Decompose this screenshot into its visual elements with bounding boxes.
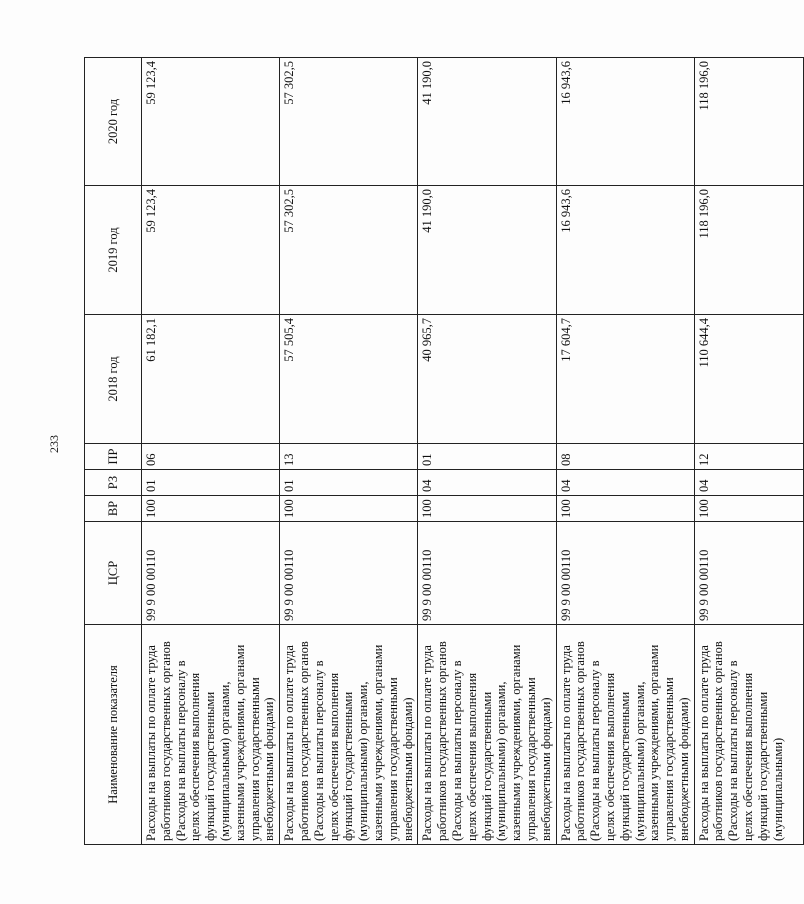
table-row bbox=[694, 58, 803, 845]
pr-cell: 12 bbox=[694, 444, 803, 470]
pr-cell: 06 bbox=[142, 444, 280, 470]
value-2019-cell: 118 196,0 bbox=[694, 186, 803, 315]
indicator-name-cell: Расходы на выплаты по оплате труда работников государственных органов (Расходы на выплаты персоналу в целях обеспечения выполнения функций государственными (муниципальными) органами, казенными учреждениями, органами управления государственными внебюджетными фондами) bbox=[142, 625, 280, 845]
value-2020-cell: 59 123,4 bbox=[142, 58, 280, 186]
indicator-name-cell: Расходы на выплаты по оплате труда работников государственных органов (Расходы на выплаты персоналу в целях обеспечения выполнения функций государственными (муниципальными) органами, казенными учреждениями, органами управления государственными внебюджетными фондами) bbox=[418, 625, 556, 845]
header-cell: 2019 год bbox=[85, 186, 142, 315]
header-cell: Наименование показателя bbox=[85, 625, 142, 845]
header-cell: ВР bbox=[85, 496, 142, 522]
value-2019-cell: 57 302,5 bbox=[280, 186, 418, 315]
rz-cell: 01 bbox=[142, 470, 280, 496]
vr-cell: 100 bbox=[418, 496, 556, 522]
value-2018-cell: 17 604,7 bbox=[556, 315, 694, 444]
value-2020-cell: 118 196,0 bbox=[694, 58, 803, 186]
value-2018-cell: 40 965,7 bbox=[418, 315, 556, 444]
rz-cell: 04 bbox=[418, 470, 556, 496]
value-2018-cell: 57 505,4 bbox=[280, 315, 418, 444]
value-2018-cell: 61 182,1 bbox=[142, 315, 280, 444]
vr-cell: 100 bbox=[556, 496, 694, 522]
table-row bbox=[142, 58, 280, 845]
rz-cell: 04 bbox=[694, 470, 803, 496]
header-cell: 2018 год bbox=[85, 315, 142, 444]
header-cell: ПР bbox=[85, 444, 142, 470]
page-number: 233 bbox=[47, 435, 61, 453]
budget-table bbox=[84, 57, 804, 845]
vr-cell: 100 bbox=[280, 496, 418, 522]
vr-cell: 100 bbox=[142, 496, 280, 522]
indicator-name-cell: Расходы на выплаты по оплате труда работников государственных органов (Расходы на выплаты персоналу в целях обеспечения выполнения функций государственными (муниципальными) органами, казенными учреждениями, органами управления государственными внебюджетными фондами) bbox=[280, 625, 418, 845]
csr-cell: 99 9 00 00110 bbox=[142, 522, 280, 625]
csr-cell: 99 9 00 00110 bbox=[280, 522, 418, 625]
value-2019-cell: 16 943,6 bbox=[556, 186, 694, 315]
header-cell: РЗ bbox=[85, 470, 142, 496]
rz-cell: 01 bbox=[280, 470, 418, 496]
rotated-page-content bbox=[84, 58, 785, 845]
header-cell: 2020 год bbox=[85, 58, 142, 186]
indicator-name-cell: Расходы на выплаты по оплате труда работников государственных органов (Расходы на выплаты персоналу в целях обеспечения выполнения функций государственными (муниципальными) bbox=[694, 625, 803, 845]
vr-cell: 100 bbox=[694, 496, 803, 522]
indicator-name-cell: Расходы на выплаты по оплате труда работников государственных органов (Расходы на выплаты персоналу в целях обеспечения выполнения функций государственными (муниципальными) органами, казенными учреждениями, органами управления государственными внебюджетными фондами) bbox=[556, 625, 694, 845]
table-row bbox=[418, 58, 556, 845]
value-2019-cell: 59 123,4 bbox=[142, 186, 280, 315]
pr-cell: 13 bbox=[280, 444, 418, 470]
rz-cell: 04 bbox=[556, 470, 694, 496]
value-2020-cell: 16 943,6 bbox=[556, 58, 694, 186]
value-2018-cell: 110 644,4 bbox=[694, 315, 803, 444]
csr-cell: 99 9 00 00110 bbox=[418, 522, 556, 625]
value-2019-cell: 41 190,0 bbox=[418, 186, 556, 315]
header-cell: ЦСР bbox=[85, 522, 142, 625]
pr-cell: 08 bbox=[556, 444, 694, 470]
pr-cell: 01 bbox=[418, 444, 556, 470]
csr-cell: 99 9 00 00110 bbox=[556, 522, 694, 625]
table-row bbox=[280, 58, 418, 845]
value-2020-cell: 57 302,5 bbox=[280, 58, 418, 186]
table-row bbox=[556, 58, 694, 845]
table-header-row bbox=[85, 58, 142, 845]
csr-cell: 99 9 00 00110 bbox=[694, 522, 803, 625]
value-2020-cell: 41 190,0 bbox=[418, 58, 556, 186]
